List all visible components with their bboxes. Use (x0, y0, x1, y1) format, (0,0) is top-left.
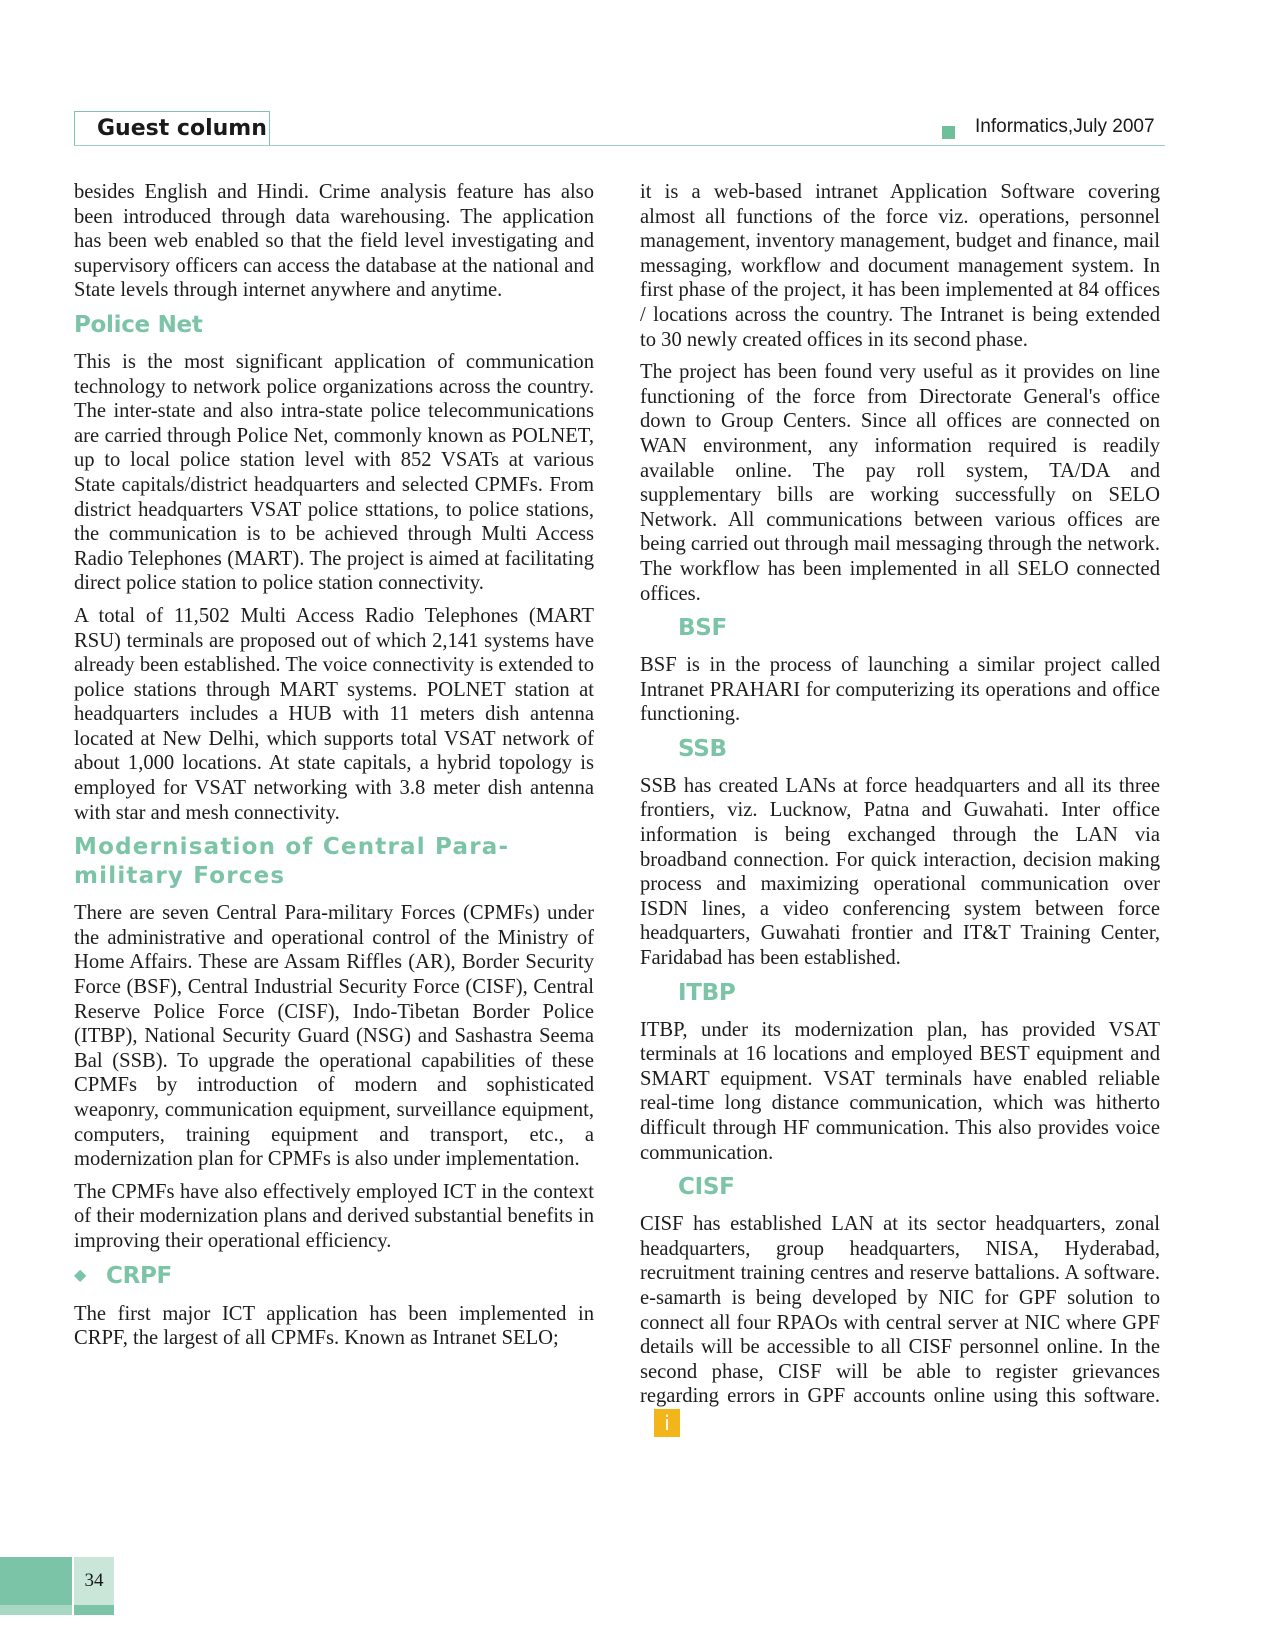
publication-label: Informatics,July 2007 (975, 116, 1155, 137)
paragraph-last (640, 1212, 1160, 1437)
heading-itbp: ITBP (678, 979, 736, 1006)
right-column (640, 180, 1160, 1445)
heading-police-net: Police Net (74, 311, 203, 338)
paragraph: There are seven Central Para-military Forces (CPMFs) under the administrative and operational control of the Ministry of Home Affairs. These are Assam Riffles (AR), Border Security Force (BSF), Central Industrial Security Force (CISF), Central Reserve Police Force (CISF), Indo-Tibetan Border Police (ITBP), National Security Guard (NSG) and Sashastra Seema Bal (SSB). To upgrade the operational capabilities of these CPMFs by introduction of modern and sophisticated weaponry, communication equipment, surveillance equipment, computers, training equipment and transport, etc., a modernization plan for CPMFs is also under implementation. (74, 902, 594, 1171)
diamond-bullet-icon: ◆ (74, 1264, 87, 1284)
end-of-article-info-icon: i (654, 1409, 680, 1437)
footer-page-strip (74, 1605, 114, 1615)
header-rule (74, 145, 1165, 146)
header-square-icon (942, 126, 955, 139)
section-label: Guest column (74, 111, 270, 145)
paragraph: The project has been found very useful as it provides on line functioning of the force from Directorate General's office down to Group Centers. Since all offices are connected on WAN environment, any information required is readily available online. The pay roll system, TA/DA and supplementary bills are working successfully on SELO Network. All communications between various offices are being carried out through mail messaging through the network. The workflow has been implemented in all SELO connected offices. (640, 361, 1160, 605)
heading-bsf: BSF (678, 615, 727, 642)
heading-ssb: SSB (678, 735, 727, 762)
paragraph: ITBP, under its modernization plan, has provided VSAT terminals at 16 locations and employed BEST equipment and SMART equipment. VSAT terminals have enabled reliable real-time long distance communication, which was hitherto difficult through HF communication. This also provides voice communication. (640, 1018, 1160, 1164)
heading-cisf: CISF (678, 1174, 735, 1201)
footer-color-block (0, 1557, 72, 1605)
footer-color-strip (0, 1605, 72, 1615)
paragraph: The first major ICT application has been implemented in CRPF, the largest of all CPMFs. Known as Intranet SELO; (74, 1302, 594, 1350)
left-column (74, 180, 594, 1359)
paragraph: SSB has created LANs at force headquarters and all its three frontiers, viz. Lucknow, Patna and Guwahati. Inter office information is being exchanged through the LAN via broadband connection. For quick interaction, decision making process and maximizing operational communication over ISDN lines, a video conferencing system between force headquarters, Guwahati frontier and IT&T Training Center, Faridabad has been established. (640, 774, 1160, 970)
paragraph: besides English and Hindi. Crime analysis feature has also been introduced through data warehousing. The application has been web enabled so that the field level investigating and supervisory officers can access the database at the national and State levels through internet anywhere and anytime. (74, 181, 594, 302)
paragraph: The CPMFs have also effectively employed ICT in the context of their modernization plans and derived substantial benefits in improving their operational efficiency. (74, 1180, 594, 1252)
heading-crpf (74, 1262, 594, 1292)
paragraph: This is the most significant application of communication technology to network police organizations across the country. The inter-state and also intra-state police telecommunications are carried through Police Net, commonly known as POLNET, up to local police station level with 852 VSATs at various State capitals/district headquarters and selected CPMFs. From district headquarters VSAT police sttations, to police stations, the communication is to be achieved through Multi Access Radio Telephones (MART). The project is aimed at facilitating direct police station to police station connectivity. (74, 350, 594, 595)
heading-crpf-label: CRPF (106, 1262, 172, 1289)
paragraph-text: CISF has established LAN at its sector headquarters, zonal headquarters, group headquarters, NISA, Hyderabad, recruitment training centres and reserve battalions. A software. e-samarth is being developed by NIC for GPF solution to connect all four RPAOs with central server at NIC where GPF details will be accessible to all CISF personnel online. In the second phase, CISF will be able to register grievances regarding errors in GPF accounts online using this software. (640, 1213, 1160, 1408)
heading-modernisation: Modernisation of Central Para-military Forces (74, 834, 510, 890)
paragraph: A total of 11,502 Multi Access Radio Telephones (MART RSU) terminals are proposed out of which 2,141 systems have already been established. The voice connectivity is extended to police stations through MART systems. POLNET station at headquarters includes a HUB with 11 meters dish antenna located at New Delhi, which supports total VSAT network of about 1,000 locations. At state capitals, a hybrid topology is employed for VSAT networking with 3.8 meter dish antenna with star and mesh connectivity. (74, 604, 594, 824)
page-number: 34 (74, 1557, 114, 1605)
paragraph: BSF is in the process of launching a similar project called Intranet PRAHARI for computerizing its operations and office functioning. (640, 654, 1160, 726)
paragraph: it is a web-based intranet Application Software covering almost all functions of the force viz. operations, personnel management, inventory management, budget and finance, mail messaging, workflow and document management system. In first phase of the project, it has been implemented at 84 offices / locations across the country. The Intranet is being extended to 30 newly created offices in its second phase. (640, 181, 1160, 351)
